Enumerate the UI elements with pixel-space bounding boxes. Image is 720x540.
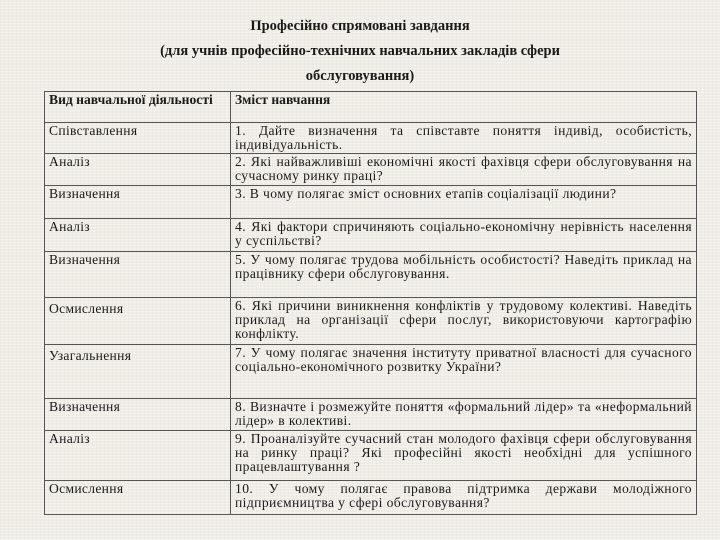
row-activity-type: Визначення bbox=[45, 399, 231, 431]
row-task-text: 1. Дайте визначення та співставте поняття індивід, особистість, індивідуальність. bbox=[231, 123, 697, 154]
table-row bbox=[45, 154, 697, 186]
table-row bbox=[45, 298, 697, 345]
row-task-text: 5. У чому полягає трудова мобільність особистості? Наведіть приклад на працівнику сфери обслуговування. bbox=[231, 252, 697, 298]
tasks-table bbox=[44, 91, 697, 515]
row-activity-type: Аналіз bbox=[45, 154, 231, 186]
table-row bbox=[45, 219, 697, 252]
row-task-text: 4. Які фактори спричиняють соціально-економічну нерівність населення у суспільстві? bbox=[231, 219, 697, 252]
title-line-1: Професійно спрямовані завдання bbox=[250, 18, 470, 34]
row-task-text: 2. Які найважливіші економічні якості фахівця сфери обслуговування на сучасному ринку праці? bbox=[231, 154, 697, 186]
row-task-text: 10. У чому полягає правова підтримка держави молодіжного підприємництва у сфері обслуговування? bbox=[231, 481, 697, 515]
row-task-text: 8. Визначте і розмежуйте поняття «формальний лідер» та «неформальний лідер» в колективі. bbox=[231, 399, 697, 431]
table-row bbox=[45, 481, 697, 515]
title-line-2: (для учнів професійно-технічних навчальних закладів сфери bbox=[160, 43, 560, 59]
table-row bbox=[45, 345, 697, 399]
row-task-text: 9. Проаналізуйте сучасний стан молодого фахівця сфери обслуговування на ринку праці? Які професійні якості необхідні для успішного працевлаштування ? bbox=[231, 431, 697, 481]
table-row bbox=[45, 186, 697, 219]
table-row bbox=[45, 123, 697, 154]
table-row bbox=[45, 431, 697, 481]
row-task-text: 7. У чому полягає значення інституту приватної власності для сучасного соціально-економічного розвитку України? bbox=[231, 345, 697, 399]
table-row bbox=[45, 399, 697, 431]
row-activity-type: Осмислення bbox=[45, 481, 231, 515]
header-learning-content: Зміст навчання bbox=[231, 92, 697, 123]
row-task-text: 3. В чому полягає зміст основних етапів соціалізації людини? bbox=[231, 186, 697, 219]
row-activity-type: Аналіз bbox=[45, 219, 231, 252]
table-header-row bbox=[45, 92, 697, 123]
row-activity-type: Узагальнення bbox=[45, 345, 231, 399]
row-activity-type: Визначення bbox=[45, 252, 231, 298]
row-task-text: 6. Які причини виникнення конфліктів у трудовому колективі. Наведіть приклад на організації сфери послуг, використовуючи картографію конфлікту. bbox=[231, 298, 697, 345]
table-row bbox=[45, 252, 697, 298]
document-title bbox=[60, 14, 660, 89]
row-activity-type: Визначення bbox=[45, 186, 231, 219]
row-activity-type: Співставлення bbox=[45, 123, 231, 154]
row-activity-type: Осмислення bbox=[45, 298, 231, 345]
title-line-3: обслуговування) bbox=[305, 68, 415, 84]
row-activity-type: Аналіз bbox=[45, 431, 231, 481]
header-activity-type: Вид навчальної діяльності bbox=[45, 92, 231, 123]
